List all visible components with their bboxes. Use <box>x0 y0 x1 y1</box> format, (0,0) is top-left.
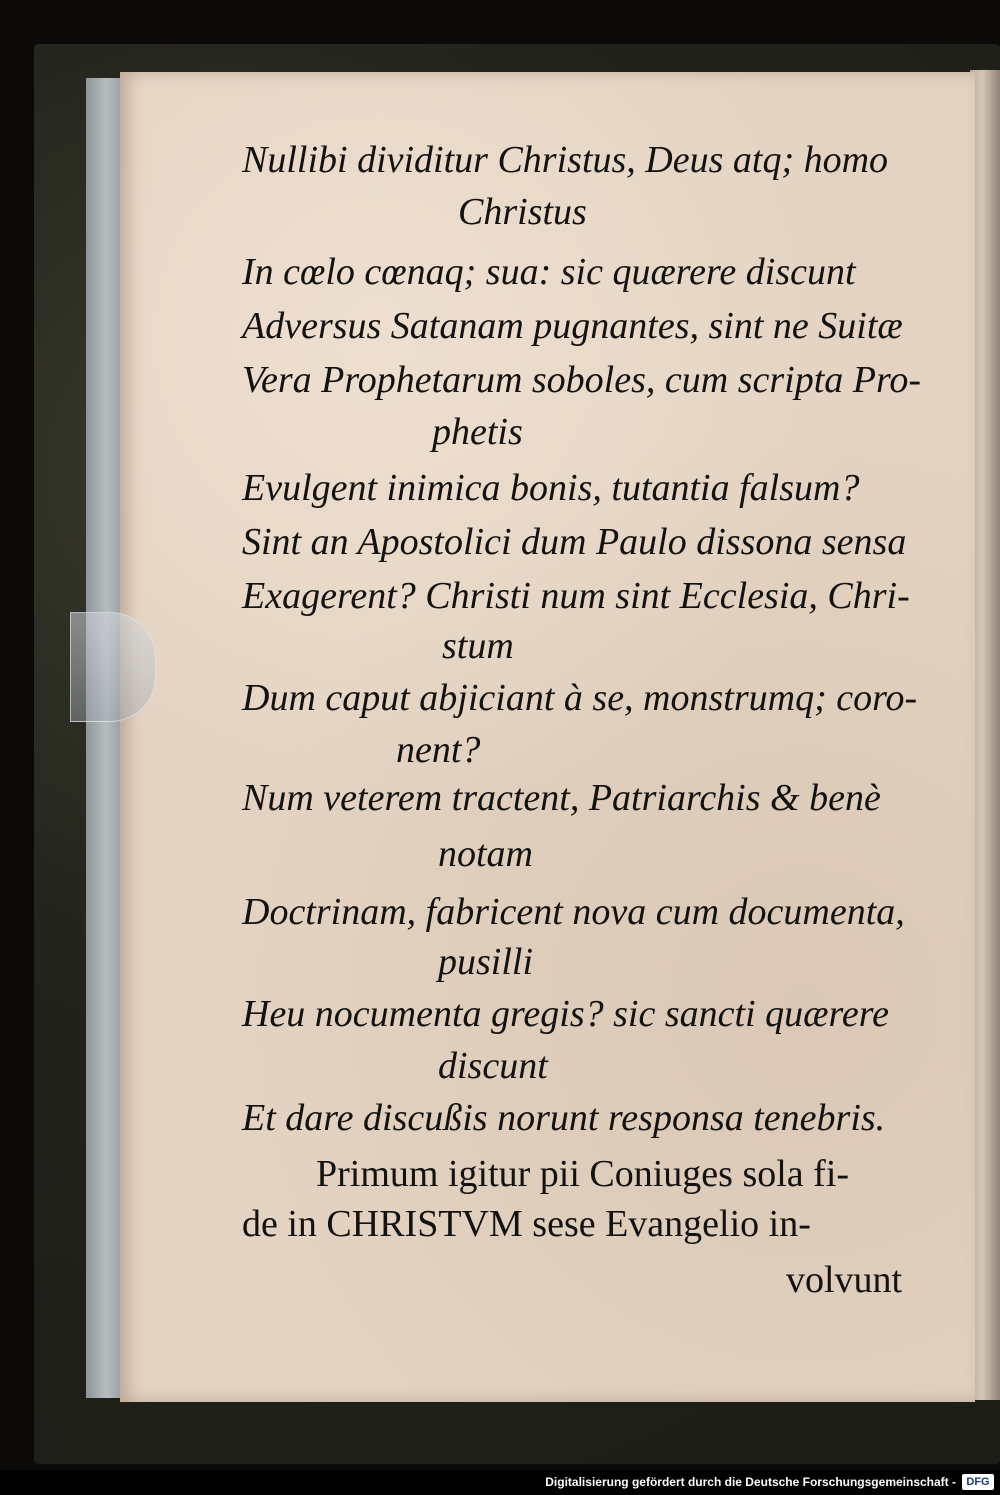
dfg-logo-icon: DFG <box>962 1474 994 1490</box>
text-line: Vera Prophetarum soboles, cum scripta Pro- <box>242 359 922 401</box>
footer-credit: Digitalisierung gefördert durch die Deutsche Forschungsgemeinschaft - <box>545 1475 956 1489</box>
text-line: Christus <box>458 191 587 233</box>
book-page <box>120 72 975 1402</box>
text-line: nent? <box>396 729 481 771</box>
text-line: Evulgent inimica bonis, tutantia falsum? <box>242 467 860 509</box>
text-line: Exagerent? Christi num sint Ecclesia, Chri- <box>242 575 910 617</box>
text-line: Nullibi dividitur Christus, Deus atq; homo <box>242 139 889 181</box>
text-line: Dum caput abjiciant à se, monstrumq; coro- <box>242 677 918 719</box>
footer-bar <box>0 1470 1000 1495</box>
text-line: stum <box>442 625 514 667</box>
text-line: notam <box>438 833 533 875</box>
text-line: de in CHRISTVM sese Evangelio in- <box>242 1203 811 1245</box>
text-line: Heu nocumenta gregis? sic sancti quærere <box>242 993 889 1035</box>
plastic-clip <box>70 612 156 722</box>
text-line: Sint an Apostolici dum Paulo dissona sensa <box>242 521 907 563</box>
text-line: Primum igitur pii Coniuges sola fi- <box>316 1153 850 1195</box>
text-line: Et dare discußis norunt responsa tenebris. <box>242 1097 886 1139</box>
inner-cover-paper <box>86 78 120 1398</box>
text-line: phetis <box>432 411 523 453</box>
page-text <box>120 72 975 1402</box>
text-line: Num veterem tractent, Patriarchis & benè <box>242 777 881 819</box>
text-line: Adversus Satanam pugnantes, sint ne Suitæ <box>242 305 903 347</box>
text-line: In cœlo cœnaq; sua: sic quærere discunt <box>242 251 856 293</box>
text-line: Doctrinam, fabricent nova cum documenta, <box>242 891 905 933</box>
text-line: discunt <box>438 1045 548 1087</box>
text-line: pusilli <box>438 941 534 983</box>
text-line: volvunt <box>786 1259 903 1301</box>
